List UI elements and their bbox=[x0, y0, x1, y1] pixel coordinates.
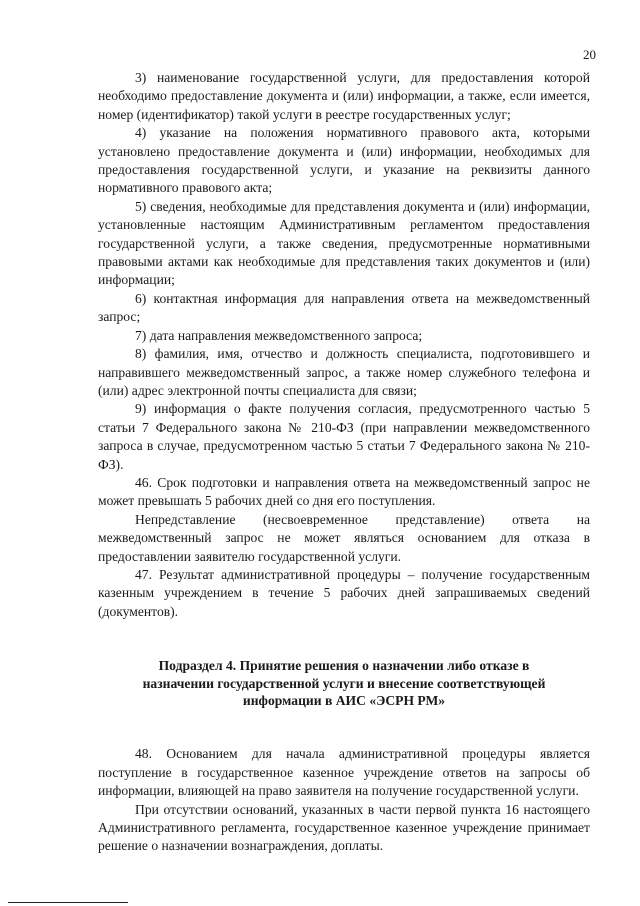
paragraph-item-8: 8) фамилия, имя, отчество и должность специалиста, подготовившего и направившего межведомственный запрос, а также номер служебного телефона и (или) адрес электронной почты специалиста для связи; bbox=[98, 346, 590, 398]
heading-line-1: Подраздел 4. Принятие решения о назначении либо отказе в bbox=[158, 658, 530, 674]
paragraph-absence-of-grounds: При отсутствии оснований, указанных в части первой пункта 16 настоящего Административного регламента, государственное казенное учреждение принимает решение о назначении вознаграждения, доплаты. bbox=[98, 801, 590, 854]
paragraph-item-4: 4) указание на положения нормативного правового акта, которыми установлено предоставление документа и (или) информации, необходимых для предоставления государственной услуги, и указание на реквизиты данного нормативного правового акта; bbox=[98, 125, 590, 196]
paragraph-non-submission: Непредставление (несвоевременное представление) ответа на межведомственный запрос не может являться основанием для отказа в предоставлении заявителю государственной услуги. bbox=[98, 511, 590, 564]
heading-line-3: информации в АИС «ЭСРН РМ» bbox=[242, 693, 446, 708]
document-body bbox=[98, 69, 590, 856]
paragraph-clause-47: 47. Результат административной процедуры – получение государственным казенным учреждением в течение 5 рабочих дней запрашиваемых сведений (документов). bbox=[98, 566, 590, 619]
footer-rule bbox=[8, 902, 128, 903]
paragraph-item-7: 7) дата направления межведомственного запроса; bbox=[135, 327, 423, 343]
paragraph-clause-48: 48. Основанием для начала административной процедуры является поступление в государственное казенное учреждение ответов на запросы об информации, влияющей на право заявителя на получение государственной услуги. bbox=[98, 746, 590, 799]
paragraph-item-5: 5) сведения, необходимые для представления документа и (или) информации, установленные настоящим Административным регламентом предоставления государственной услуги, а также сведения, предусмотренные нормативными правовыми актами как необходимые для представления таких документов и (или) информации; bbox=[98, 198, 590, 288]
page-number: 20 bbox=[583, 47, 596, 62]
paragraph-item-9: 9) информация о факте получения согласия, предусмотренного частью 5 статьи 7 Федерального закона № 210-ФЗ (при направлении межведомственного запроса в случае, предусмотренном частью 5 статьи 7 Федерального закона № 210-ФЗ). bbox=[98, 401, 590, 472]
subsection-heading bbox=[98, 657, 590, 709]
heading-line-2: назначении государственной услуги и внесение соответствующей bbox=[142, 675, 546, 691]
paragraph-clause-46: 46. Срок подготовки и направления ответа на межведомственный запрос не может превышать 5 рабочих дней со дня его поступления. bbox=[98, 474, 590, 509]
paragraph-item-6: 6) контактная информация для направления ответа на межведомственный запрос; bbox=[98, 290, 590, 325]
paragraph-item-3: 3) наименование государственной услуги, для предоставления которой необходимо предоставление документа и (или) информации, а также, если имеется, номер (идентификатор) такой услуги в реестре государственных услуг; bbox=[98, 70, 590, 122]
